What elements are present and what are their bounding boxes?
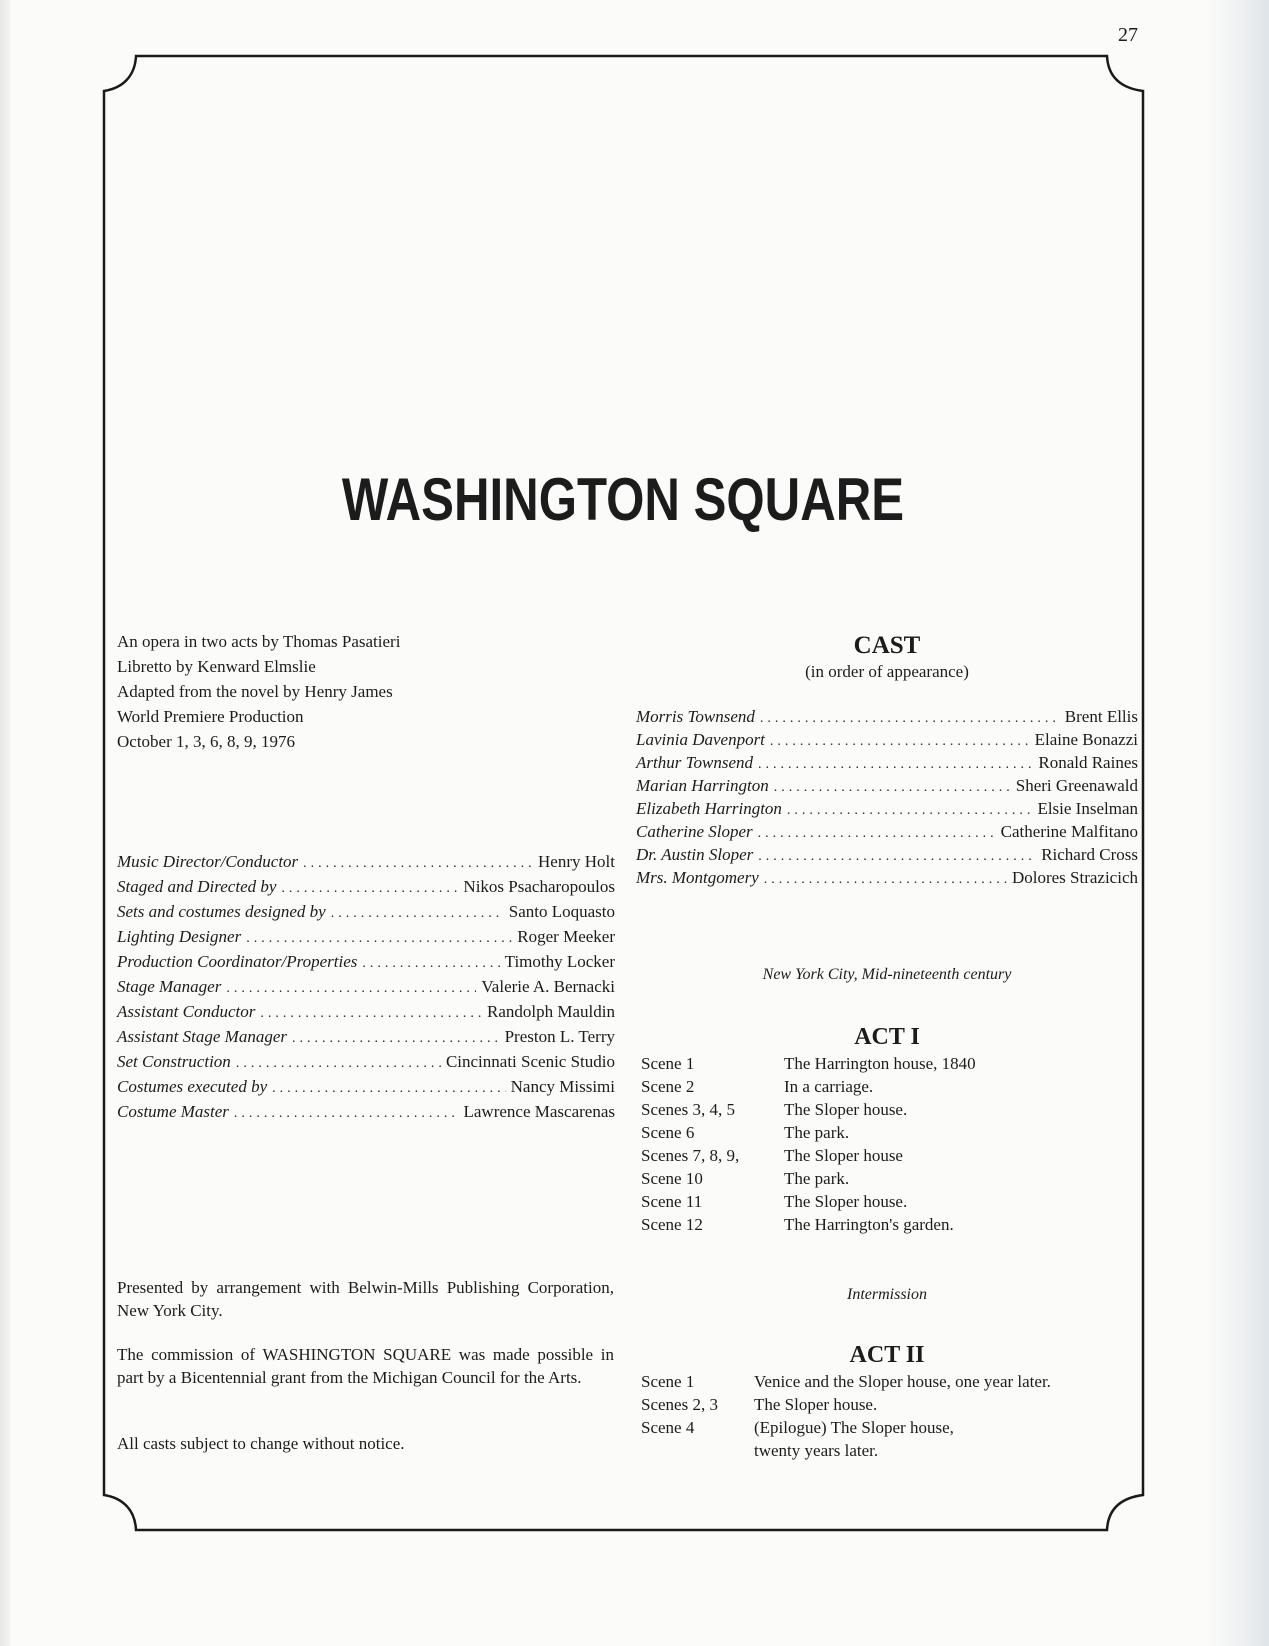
character-name: Elizabeth Harrington [636,799,782,818]
cast-row [636,868,1138,891]
leader-dots [758,757,1033,773]
scene-number: Scene 1 [641,1372,695,1391]
intro-line: October 1, 3, 6, 8, 9, 1976 [117,732,296,751]
character-name: Mrs. Montgomery [636,868,759,887]
leader-dots [246,931,512,947]
performer-name: Elaine Bonazzi [1034,730,1138,749]
credit-name: Nikos Psacharopoulos [463,877,615,896]
scene-number [641,1441,754,1464]
leader-dots [770,734,1030,750]
cast-heading: CAST [853,632,921,659]
scene-row [641,1215,976,1238]
cast-row [636,845,1138,868]
scene-row [641,1123,976,1146]
leader-dots [764,872,1007,888]
performer-name: Brent Ellis [1064,707,1138,726]
scene-number: Scenes 2, 3 [641,1395,718,1414]
credit-name: Santo Loquasto [508,902,615,921]
scene-place: The park. [784,1123,850,1142]
scene-place: The Sloper house. [784,1100,908,1119]
credit-row [117,902,615,927]
credit-role: Costumes executed by [117,1077,268,1096]
setting-line: New York City, Mid-nineteenth century [762,966,1012,983]
credit-role: Costume Master [117,1102,229,1121]
credit-row [117,1052,615,1077]
leader-dots [774,780,1011,796]
scene-place: twenty years later. [754,1441,879,1460]
cast-row [636,753,1138,776]
scene-place: The Sloper house [784,1146,903,1165]
scene-number: Scene 6 [641,1123,695,1142]
credit-row [117,852,615,877]
leader-dots [272,1081,506,1097]
character-name: Catherine Sloper [636,822,753,841]
scene-row [641,1418,1051,1441]
leader-dots [226,981,476,997]
credit-role: Assistant Conductor [117,1002,256,1021]
credit-role: Production Coordinator/Properties [117,952,358,971]
credit-row [117,977,615,1002]
performer-name: Catherine Malfitano [1000,822,1138,841]
scene-number: Scene 1 [641,1054,695,1073]
performer-name: Dolores Strazicich [1011,868,1138,887]
intro-line: Libretto by Kenward Elmslie [117,657,316,676]
credit-row [117,952,615,977]
intermission-label: Intermission [847,1286,927,1303]
page-number: 27 [1118,24,1138,46]
leader-dots [760,711,1060,727]
intro-line: An opera in two acts by Thomas Pasatieri [117,632,401,651]
scene-row [641,1100,976,1123]
leader-dots [758,849,1036,865]
leader-dots [236,1056,441,1072]
credit-row [117,1077,615,1102]
scene-row [641,1441,1051,1464]
performer-name: Sheri Greenawald [1015,776,1138,795]
leader-dots [362,956,499,972]
page-title: WASHINGTON SQUARE [341,466,905,533]
scene-number: Scenes 3, 4, 5 [641,1100,735,1119]
act-1-heading: ACT I [854,1024,920,1050]
leader-dots [331,906,504,922]
credit-role: Sets and costumes designed by [117,902,326,921]
scene-number: Scene 2 [641,1077,695,1096]
scene-place: The park. [784,1169,850,1188]
character-name: Marian Harrington [636,776,769,795]
credit-name: Roger Meeker [517,927,615,946]
scene-place: The Harrington's garden. [784,1215,954,1234]
performer-name: Richard Cross [1041,845,1138,864]
leader-dots [292,1031,500,1047]
credit-role: Music Director/Conductor [117,852,299,871]
credit-name: Preston L. Terry [504,1027,615,1046]
production-credits [117,852,615,1127]
character-name: Lavinia Davenport [636,730,765,749]
scene-row [641,1395,1051,1418]
leader-dots [303,856,533,872]
credit-name: Cincinnati Scenic Studio [445,1052,615,1071]
act-2-heading: ACT II [849,1342,925,1368]
leader-dots [260,1006,482,1022]
cast-row [636,730,1138,753]
intro-block [117,629,400,754]
scene-number: Scenes 7, 8, 9, [641,1146,740,1165]
act-2-scenes [641,1372,1051,1464]
performer-name: Elsie Inselman [1037,799,1138,818]
credit-name: Lawrence Mascarenas [463,1102,615,1121]
character-name: Dr. Austin Sloper [636,845,754,864]
act-1-scenes [641,1054,976,1238]
leader-dots [758,826,996,842]
intro-line: World Premiere Production [117,707,304,726]
cast-row [636,822,1138,845]
cast-list [636,707,1138,891]
scene-place: The Harrington house, 1840 [784,1054,976,1073]
credit-row [117,927,615,952]
scene-number: Scene 4 [641,1418,695,1437]
credit-row [117,877,615,902]
disclaimer-note: All casts subject to change without notice. [117,1434,405,1453]
leader-dots [281,881,458,897]
performer-name: Ronald Raines [1038,753,1138,772]
scene-place: Venice and the Sloper house, one year later. [754,1372,1051,1391]
cast-row [636,799,1138,822]
character-name: Arthur Townsend [636,753,753,772]
cast-heading-block [636,632,1138,682]
credit-row [117,1027,615,1052]
credit-role: Staged and Directed by [117,877,277,896]
scene-row [641,1146,976,1169]
scene-row [641,1077,976,1100]
intro-line: Adapted from the novel by Henry James [117,682,393,701]
character-name: Morris Townsend [636,707,755,726]
credit-name: Henry Holt [538,852,615,871]
scene-place: In a carriage. [784,1077,874,1096]
credit-name: Randolph Mauldin [487,1002,615,1021]
scene-row [641,1054,976,1077]
credit-role: Lighting Designer [117,927,242,946]
credit-row [117,1102,615,1127]
scene-number: Scene 12 [641,1215,703,1234]
scene-number: Scene 10 [641,1169,703,1188]
scene-row [641,1169,976,1192]
scene-row [641,1372,1051,1395]
scene-place: (Epilogue) The Sloper house, [754,1418,954,1437]
leader-dots [234,1106,459,1122]
credit-name: Timothy Locker [504,952,615,971]
credit-role: Set Construction [117,1052,231,1071]
leader-dots [787,803,1033,819]
scene-place: The Sloper house. [754,1395,878,1414]
cast-subheading: (in order of appearance) [805,662,969,681]
commission-note: The commission of WASHINGTON SQUARE was made possible in part by a Bicentennial grant from the Michigan Council for the Arts. [117,1345,614,1387]
scene-place: The Sloper house. [784,1192,908,1211]
scene-number: Scene 11 [641,1192,703,1211]
credit-role: Assistant Stage Manager [117,1027,287,1046]
credit-role: Stage Manager [117,977,222,996]
scene-row [641,1192,976,1215]
cast-row [636,707,1138,730]
credit-name: Valerie A. Bernacki [481,977,615,996]
credit-row [117,1002,615,1027]
cast-row [636,776,1138,799]
credit-name: Nancy Missimi [510,1077,615,1096]
presented-note: Presented by arrangement with Belwin-Mills Publishing Corporation, New York City. [117,1278,614,1320]
